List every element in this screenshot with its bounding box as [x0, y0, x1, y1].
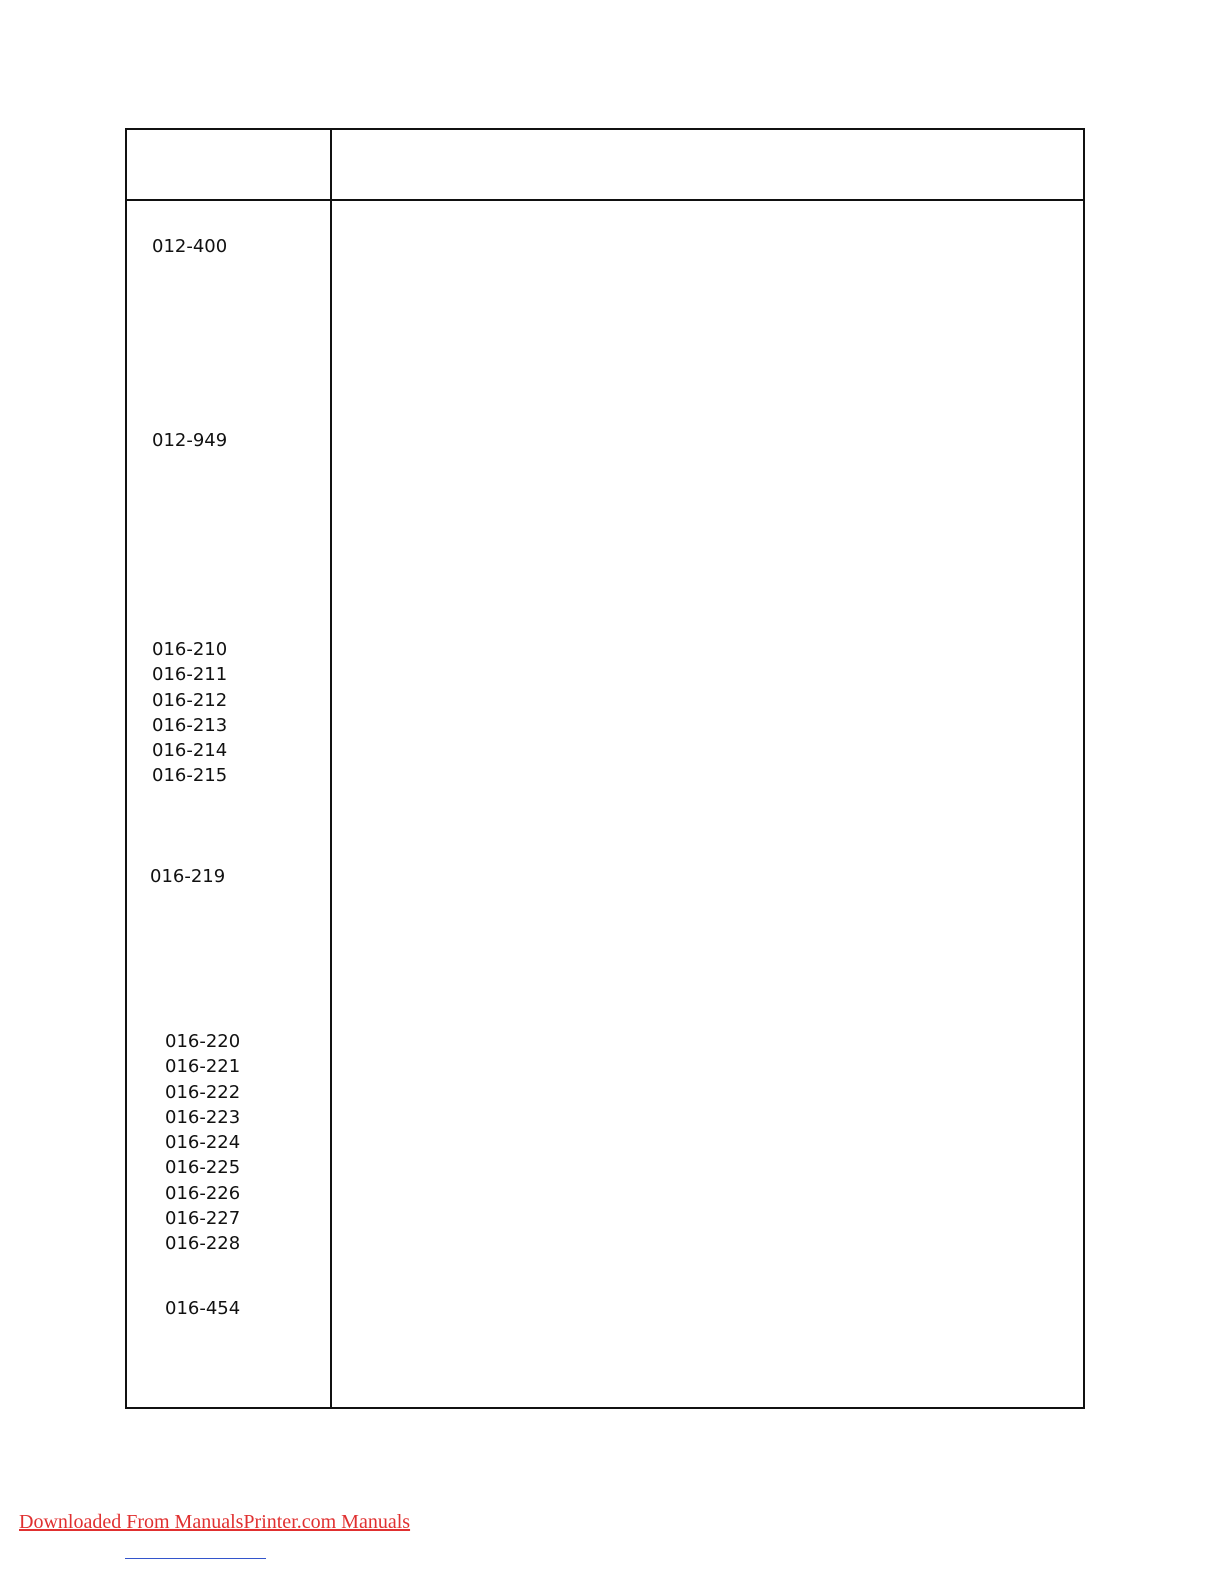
- fault-code: 016-214: [152, 740, 228, 761]
- fault-code: 016-226: [165, 1183, 241, 1204]
- column-divider: [330, 128, 332, 1409]
- fault-code: 016-223: [165, 1107, 241, 1128]
- fault-code: 016-454: [165, 1298, 241, 1319]
- table-border: [125, 128, 1085, 1409]
- footer-rule: [125, 1558, 266, 1559]
- header-row-divider: [125, 199, 1085, 201]
- fault-code: 016-228: [165, 1233, 241, 1254]
- fault-code: 012-400: [152, 236, 228, 257]
- fault-code: 016-219: [150, 866, 226, 887]
- fault-code: 016-224: [165, 1132, 241, 1153]
- fault-code: 016-210: [152, 639, 228, 660]
- fault-code: 016-221: [165, 1056, 241, 1077]
- fault-code: 016-225: [165, 1157, 241, 1178]
- fault-code: 016-215: [152, 765, 228, 786]
- fault-code: 016-220: [165, 1031, 241, 1052]
- fault-code: 016-211: [152, 664, 228, 685]
- fault-code: 016-213: [152, 715, 228, 736]
- fault-code: 016-222: [165, 1082, 241, 1103]
- download-source-link[interactable]: Downloaded From ManualsPrinter.com Manuals: [19, 1511, 411, 1533]
- fault-code: 016-227: [165, 1208, 241, 1229]
- fault-code: 012-949: [152, 430, 228, 451]
- fault-code: 016-212: [152, 690, 228, 711]
